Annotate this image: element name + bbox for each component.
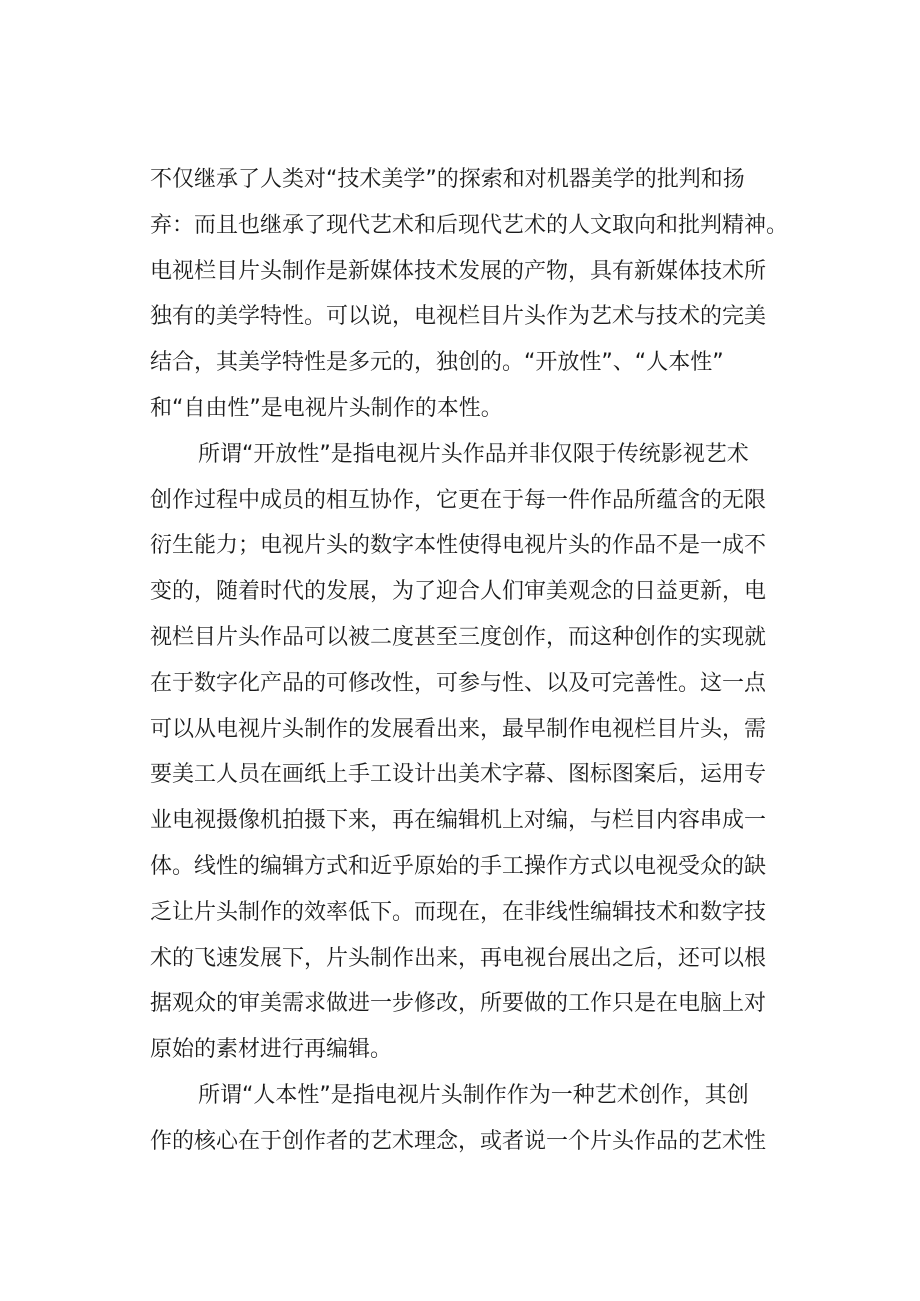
paragraph-line: 变的，随着时代的发展，为了迎合人们审美观念的日益更新，电 xyxy=(150,579,767,604)
paragraph-line: 在于数字化产品的可修改性，可参与性、以及可完善性。这一点 xyxy=(150,671,767,696)
paragraph-line: 术的飞速发展下，片头制作出来，再电视台展出之后，还可以根 xyxy=(150,946,767,971)
paragraph-line: 所谓“人本性”是指电视片头制作作为一种艺术创作，其创 xyxy=(198,1083,749,1108)
paragraph-line: 视栏目片头作品可以被二度甚至三度创作，而这种创作的实现就 xyxy=(150,625,767,650)
paragraph-line: 不仅继承了人类对“技术美学”的探索和对机器美学的批判和扬 xyxy=(150,167,745,192)
paragraph-line: 要美工人员在画纸上手工设计出美术字幕、图标图案后，运用专 xyxy=(150,762,767,787)
paragraph-line: 据观众的审美需求做进一步修改，所要做的工作只是在电脑上对 xyxy=(150,991,767,1016)
paragraph-line: 业电视摄像机拍摄下来，再在编辑机上对编，与栏目内容串成一 xyxy=(150,808,767,833)
paragraph-line: 作的核心在于创作者的艺术理念，或者说一个片头作品的艺术性 xyxy=(150,1129,767,1154)
paragraph-line: 和“自由性”是电视片头制作的本性。 xyxy=(150,396,503,421)
paragraph-line: 结合，其美学特性是多元的，独创的。“开放性”、“人本性” xyxy=(150,350,724,375)
paragraph-line: 电视栏目片头制作是新媒体技术发展的产物，具有新媒体技术所 xyxy=(150,259,767,284)
paragraph-line: 可以从电视片头制作的发展看出来，最早制作电视栏目片头，需 xyxy=(150,717,767,742)
paragraph-line: 弃：而且也继承了现代艺术和后现代艺术的人文取向和批判精神。 xyxy=(150,213,789,238)
paragraph-line: 乏让片头制作的效率低下。而现在，在非线性编辑技术和数字技 xyxy=(150,900,767,925)
paragraph-line: 衍生能力；电视片头的数字本性使得电视片头的作品不是一成不 xyxy=(150,533,767,558)
paragraph-line: 所谓“开放性”是指电视片头作品并非仅限于传统影视艺术 xyxy=(198,442,749,467)
paragraph-line: 原始的素材进行再编辑。 xyxy=(150,1037,393,1062)
paragraph-line: 体。线性的编辑方式和近乎原始的手工操作方式以电视受众的缺 xyxy=(150,854,767,879)
paragraph-line: 创作过程中成员的相互协作，它更在于每一件作品所蕴含的无限 xyxy=(150,488,767,513)
paragraph-line: 独有的美学特性。可以说，电视栏目片头作为艺术与技术的完美 xyxy=(150,304,767,329)
